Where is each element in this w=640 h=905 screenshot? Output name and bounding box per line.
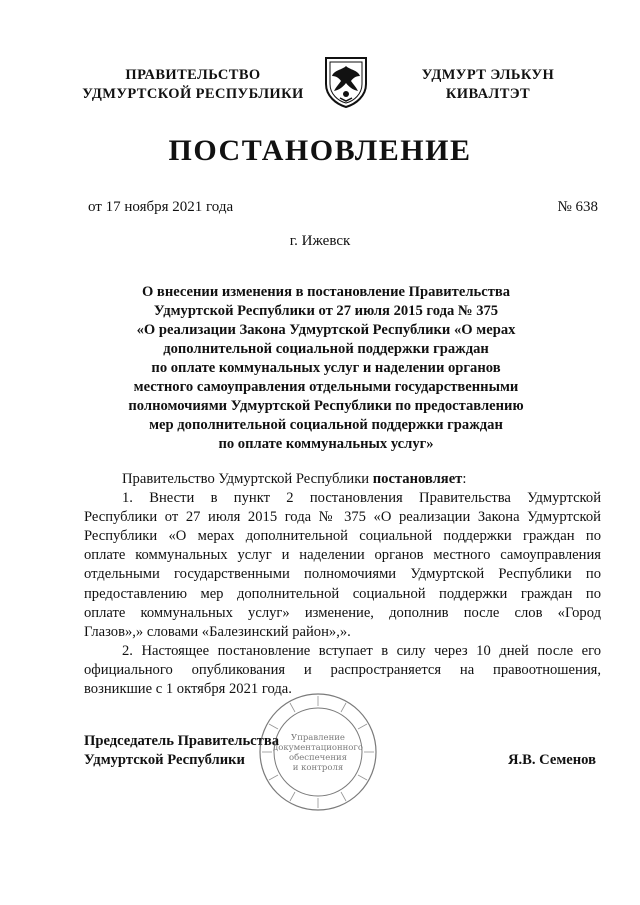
signatory-position <box>84 732 279 770</box>
paragraph-line: официального опубликования и распространяется на правоотношения, <box>84 661 601 678</box>
intro-text: Правительство Удмуртской Республики <box>122 471 373 487</box>
title-line: «О реализации Закона Удмуртской Республики «О мерах <box>136 322 516 338</box>
intro-paragraph <box>84 470 601 489</box>
official-stamp-icon <box>256 690 380 814</box>
paragraph-line: возникшие с 1 октября 2021 года. <box>84 681 292 698</box>
title-line: по оплате коммунальных услуг и наделении органов <box>151 360 501 376</box>
signatory-position-line-2: Удмуртской Республики <box>84 752 245 768</box>
paragraph-line: предоставлению мер дополнительной социальной поддержки граждан по <box>84 585 601 602</box>
title-line: полномочиями Удмуртской Республики по предоставлению <box>128 398 524 414</box>
title-line: местного самоуправления отдельными государственными <box>133 379 519 395</box>
issuer-line-2: УДМУРТСКОЙ РЕСПУБЛИКИ <box>82 86 304 102</box>
issuer-line-1: ПРАВИТЕЛЬСТВО <box>125 67 261 83</box>
document-title <box>110 283 542 454</box>
stamp-line: Управление <box>291 733 345 743</box>
title-line: по оплате коммунальных услуг» <box>218 436 434 452</box>
document-body <box>84 470 601 699</box>
intro-decree-word: постановляет <box>372 471 463 487</box>
paragraph-line: 1. Внести в пункт 2 постановления Правительства Удмуртской <box>122 490 601 507</box>
udmurt-coat-of-arms-icon <box>320 54 372 108</box>
document-number: № 638 <box>557 199 598 215</box>
issuer-name-russian <box>62 66 324 104</box>
issuer-udmurt-line-2: КИВАЛТЭТ <box>445 86 531 102</box>
title-line: дополнительной социальной поддержки граждан <box>163 341 489 357</box>
paragraph-line: отдельными государственными полномочиями Удмуртской Республики по <box>84 566 601 583</box>
paragraph-line: Глазов»,» словами «Балезинский район»,». <box>84 623 351 640</box>
title-line: Удмуртской Республики от 27 июля 2015 года № 375 <box>153 303 499 319</box>
paragraph-1 <box>84 489 601 642</box>
stamp-line: и контроля <box>292 763 344 773</box>
signatory-name: Я.В. Семенов <box>507 752 596 768</box>
document-type-heading: ПОСТАНОВЛЕНИЕ <box>168 134 472 167</box>
stamp-line: обеспечения <box>288 753 348 763</box>
paragraph-line: Республики от 27 июля 2015 года № 375 «О реализации Закона Удмуртской <box>84 509 601 526</box>
title-line: мер дополнительной социальной поддержки граждан <box>149 417 503 433</box>
signatory-position-line-1: Председатель Правительства <box>84 733 280 749</box>
intro-colon: : <box>462 471 467 487</box>
title-line: О внесении изменения в постановление Правительства <box>141 284 511 300</box>
document-city: г. Ижевск <box>289 233 351 249</box>
paragraph-line: 2. Настоящее постановление вступает в силу через 10 дней после его <box>122 642 601 659</box>
stamp-line: документационного <box>272 743 364 753</box>
paragraph-line: оплате коммунальных услуг и наделении органов местного самоуправления <box>84 547 601 564</box>
document-date: от 17 ноября 2021 года <box>88 199 234 215</box>
paragraph-line: оплате коммунальных услуг» изменение, дополнив после слов «Город <box>84 604 601 621</box>
issuer-name-udmurt <box>388 66 588 104</box>
paragraph-line: Республики «О мерах дополнительной социальной поддержки граждан по <box>84 528 601 545</box>
issuer-udmurt-line-1: УДМУРТ ЭЛЬКУН <box>421 67 555 83</box>
